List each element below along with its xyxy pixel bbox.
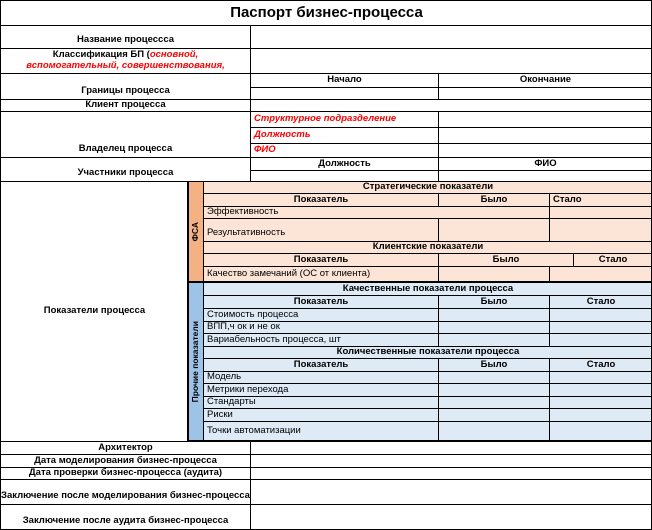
row-process-cost: Стоимость процесса [204, 309, 439, 322]
tab-other-indicators-label: Прочие показатели [190, 321, 201, 403]
thick-divider-bottom [187, 440, 652, 442]
label-owner-unit: Структурное подразделение [251, 112, 439, 128]
header-strategic-indicators: Стратегические показатели [204, 182, 652, 194]
tab-fsa-label: ФСА [190, 222, 201, 242]
header-qualitative-after-col: Стало [550, 296, 652, 309]
header-participant-fio: ФИО [439, 158, 652, 171]
header-participant-position: Должность [251, 158, 439, 171]
classification-text [1, 50, 250, 71]
label-audit-date: Дата проверки бизнес-процесса (аудита) [1, 468, 251, 480]
classification-red1: основной, [149, 49, 199, 61]
cell-variability-after[interactable] [550, 334, 652, 347]
header-strategic-before-col: Было [439, 194, 550, 207]
cell-process-cost-before[interactable] [439, 309, 550, 322]
label-indicators: Показатели процесса [1, 182, 189, 442]
cell-risks-before[interactable] [439, 409, 550, 422]
cell-standards-after[interactable] [550, 397, 652, 409]
cell-boundary-end-value[interactable] [439, 88, 652, 100]
row-transition-metrics: Метрики перехода [204, 384, 439, 397]
cell-risks-after[interactable] [550, 409, 652, 422]
label-architect: Архитектор [1, 442, 251, 455]
header-quantitative-after-col: Стало [550, 359, 652, 372]
cell-vpp-after[interactable] [550, 322, 652, 334]
cell-classification-value[interactable] [251, 49, 652, 74]
header-start: Начало [251, 74, 439, 88]
cell-client-value[interactable] [251, 100, 652, 112]
cell-transition-metrics-after[interactable] [550, 384, 652, 397]
header-quantitative-indicator-col: Показатель [204, 359, 439, 372]
row-vpp: ВПП,ч ок и не ок [204, 322, 439, 334]
thick-divider-fsa-other [187, 281, 652, 283]
thick-divider-vertical [187, 182, 189, 442]
cell-process-cost-after[interactable] [550, 309, 652, 322]
cell-modeling-date-value[interactable] [251, 455, 652, 468]
label-classification [1, 49, 251, 74]
header-end: Окончание [439, 74, 652, 88]
cell-owner-unit-value[interactable] [439, 112, 652, 128]
cell-modeling-conclusion-value[interactable] [251, 480, 652, 505]
cell-boundary-start-value[interactable] [251, 88, 439, 100]
header-quantitative-before-col: Было [439, 359, 550, 372]
label-modeling-date: Дата моделирования бизнес-процесса [1, 455, 251, 468]
header-client-indicator-col: Показатель [204, 254, 439, 267]
cell-audit-conclusion-value[interactable] [251, 505, 652, 530]
header-client-indicators: Клиентские показатели [204, 242, 652, 254]
cell-variability-before[interactable] [439, 334, 550, 347]
classification-prefix: Классификация БП ( [52, 49, 150, 61]
cell-standards-before[interactable] [439, 397, 550, 409]
label-modeling-conclusion: Заключение после моделирования бизнес-процесса [1, 480, 251, 505]
label-boundaries: Границы процесса [1, 74, 251, 100]
label-process-name: Название процессса [1, 26, 251, 49]
cell-effectiveness-after[interactable] [550, 207, 652, 219]
row-risks: Риски [204, 409, 439, 422]
cell-vpp-before[interactable] [439, 322, 550, 334]
cell-automation-points-after[interactable] [550, 422, 652, 442]
cell-automation-points-before[interactable] [439, 422, 550, 442]
row-standards: Стандарты [204, 397, 439, 409]
header-strategic-indicator-col: Показатель [204, 194, 439, 207]
cell-model-after[interactable] [550, 372, 652, 384]
row-effectiveness: Эффективность [204, 207, 550, 219]
cell-owner-position-value[interactable] [439, 128, 652, 144]
row-remarks-quality: Качество замечаний (ОС от клиента) [204, 267, 439, 283]
header-strategic-after-col: Стало [550, 194, 652, 207]
label-owner-position: Должность [251, 128, 439, 144]
classification-red2: вспомогательный, совершенствования, [26, 60, 225, 71]
tab-other-indicators [189, 283, 204, 442]
header-client-before-col: Было [439, 254, 574, 267]
header-qualitative-before-col: Было [439, 296, 550, 309]
page-title: Паспорт бизнес-процесса [1, 1, 652, 26]
header-quantitative-indicators: Количественные показатели процесса [204, 347, 652, 359]
header-client-after-col: Стало [574, 254, 652, 267]
cell-model-before[interactable] [439, 372, 550, 384]
label-owner-fio: ФИО [251, 144, 439, 158]
label-owner: Владелец процесса [1, 112, 251, 158]
header-qualitative-indicators: Качественные показатели процесса [204, 283, 652, 296]
row-variability: Вариабельность процесса, шт [204, 334, 439, 347]
cell-audit-date-value[interactable] [251, 468, 652, 480]
label-participants: Участники процесса [1, 158, 251, 182]
row-efficiency: Результативность [204, 219, 439, 242]
cell-owner-fio-value[interactable] [439, 144, 652, 158]
header-qualitative-indicator-col: Показатель [204, 296, 439, 309]
cell-efficiency-after[interactable] [550, 219, 652, 242]
row-model: Модель [204, 372, 439, 384]
cell-process-name-value[interactable] [251, 26, 652, 49]
tab-fsa [189, 182, 204, 283]
label-audit-conclusion: Заключение после аудита бизнес-процесса [1, 505, 251, 530]
label-client: Клиент процесса [1, 100, 251, 112]
cell-architect-value[interactable] [251, 442, 652, 455]
cell-efficiency-before[interactable] [439, 219, 550, 242]
cell-transition-metrics-before[interactable] [439, 384, 550, 397]
row-automation-points: Точки автоматизации [204, 422, 439, 442]
